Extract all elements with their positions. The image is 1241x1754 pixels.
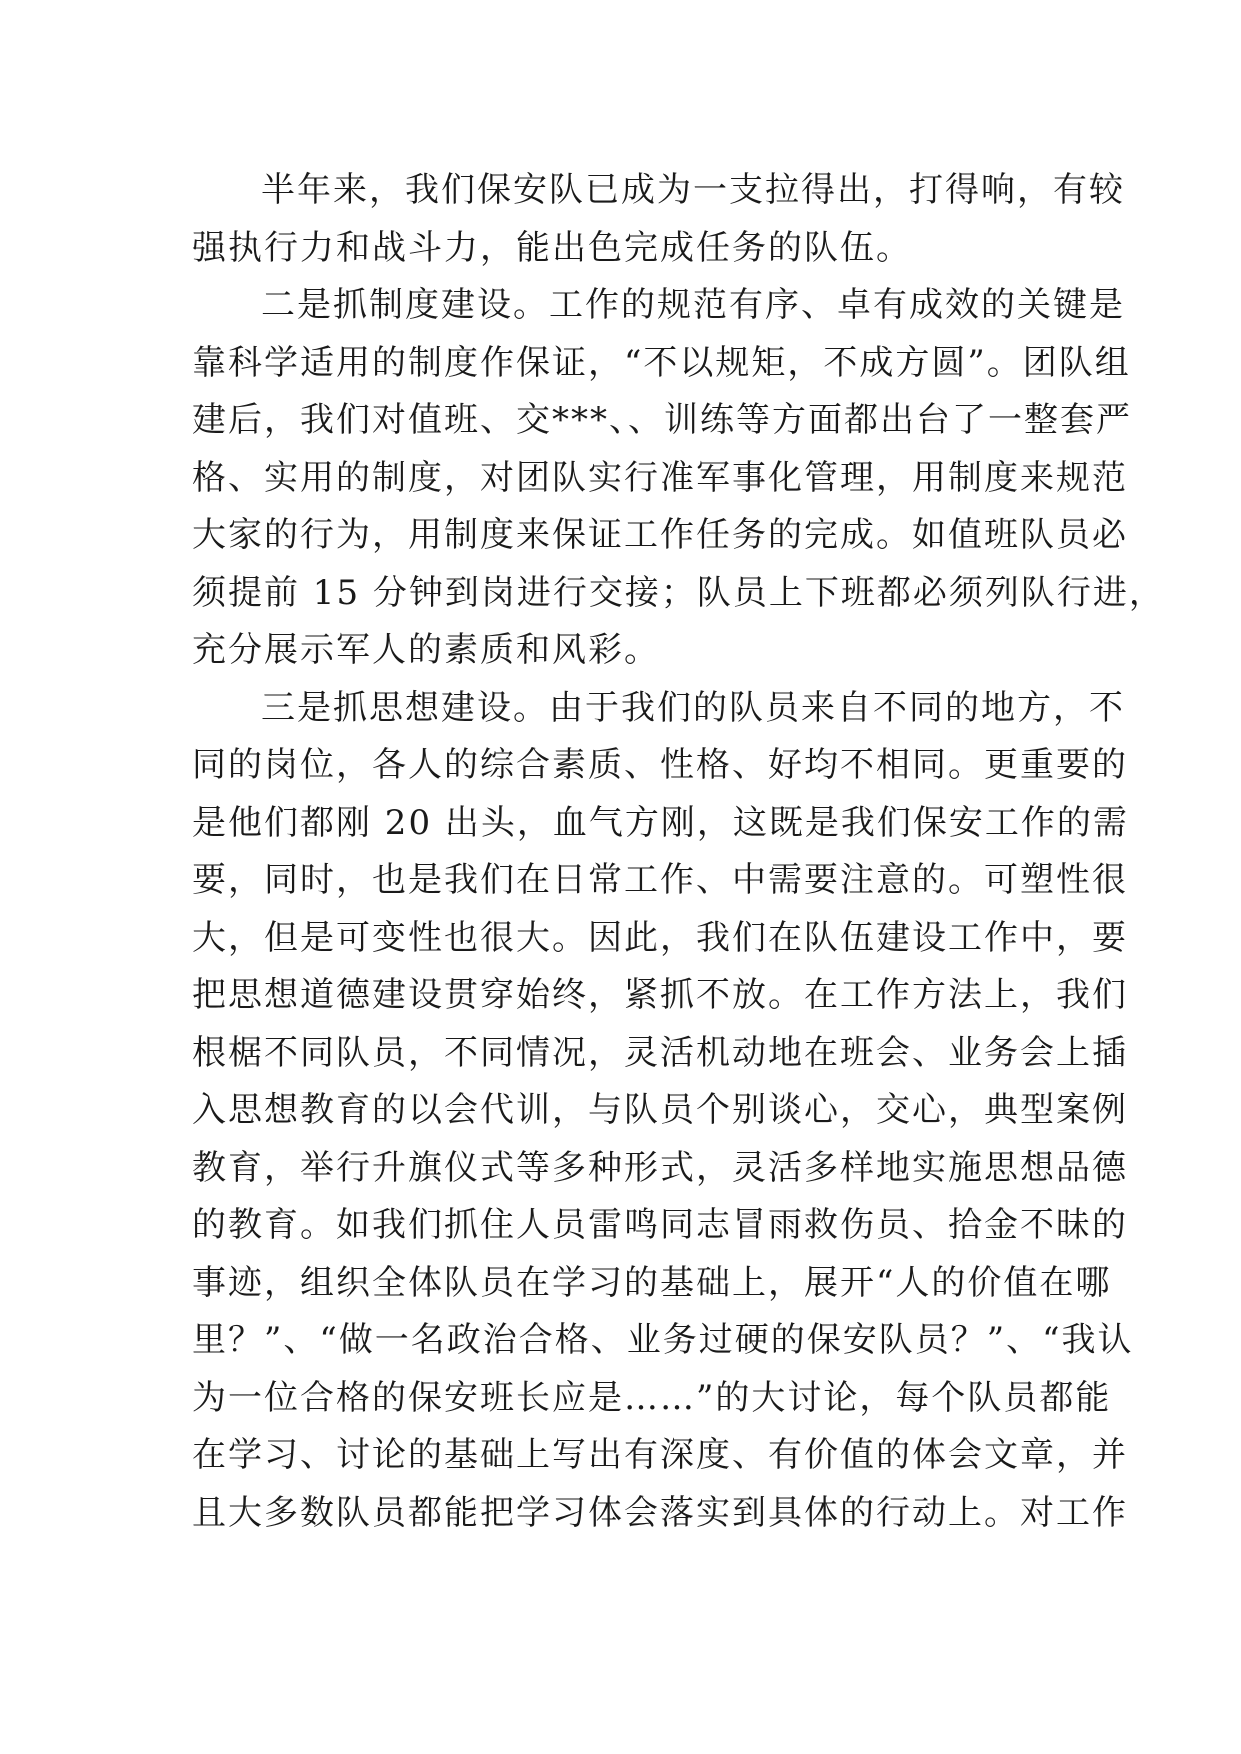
paragraph-line: 靠科学适用的制度作保证，“不以规矩，不成方圆”。团队组: [192, 342, 1131, 383]
paragraph-line: 同的岗位，各人的综合素质、性格、好均不相同。更重要的: [192, 745, 1128, 785]
paragraph-line: 且大多数队员都能把学习体会落实到具体的行动上。对工作: [192, 1492, 1128, 1533]
paragraph-line: 强执行力和战斗力，能出色完成任务的队伍。: [192, 227, 912, 268]
paragraph-line: 入思想教育的以会代训，与队员个别谈心，交心，典型案例: [192, 1090, 1128, 1130]
paragraph-line: 须提前 15 分钟到岗进行交接；队员上下班都必须列队行进，: [192, 572, 1165, 613]
document-body: [192, 162, 1165, 1542]
paragraph-line: 充分展示军人的素质和风彩。: [192, 630, 660, 670]
paragraph-line: 三是抓思想建设。由于我们的队员来自不同的地方，不: [261, 687, 1125, 728]
paragraph-line: 要，同时，也是我们在日常工作、中需要注意的。可塑性很: [192, 860, 1128, 900]
paragraph-line: 大，但是可变性也很大。因此，我们在队伍建设工作中，要: [192, 917, 1128, 958]
paragraph-line: 教育，举行升旗仪式等多种形式，灵活多样地实施思想品德: [192, 1147, 1128, 1188]
paragraph-line: 根椐不同队员，不同情况，灵活机动地在班会、业务会上插: [192, 1032, 1128, 1073]
paragraph-line: 建后，我们对值班、交***、、训练等方面都出台了一整套严: [192, 400, 1132, 440]
paragraph-line: 的教育。如我们抓住人员雷鸣同志冒雨救伤员、拾金不昧的: [192, 1205, 1128, 1245]
paragraph-line: 二是抓制度建设。工作的规范有序、卓有成效的关键是: [261, 285, 1125, 325]
paragraph-line: 半年来，我们保安队已成为一支拉得出，打得响，有较: [261, 170, 1125, 210]
paragraph-line: 在学习、讨论的基础上写出有深度、有价值的体会文章，并: [192, 1435, 1128, 1475]
paragraph-line: 把思想道德建设贯穿始终，紧抓不放。在工作方法上，我们: [192, 975, 1128, 1015]
paragraph-line: 为一位合格的保安班长应是……”的大讨论，每个队员都能: [192, 1377, 1112, 1418]
paragraph-line: 格、实用的制度，对团队实行准军事化管理，用制度来规范: [192, 457, 1128, 498]
paragraph-line: 事迹，组织全体队员在学习的基础上，展开“人的价值在哪: [192, 1262, 1112, 1303]
paragraph-line: 大家的行为，用制度来保证工作任务的完成。如值班队员必: [192, 515, 1128, 555]
paragraph-line: 是他们都刚 20 出头，血气方刚，这既是我们保安工作的需: [192, 802, 1129, 843]
paragraph-line: 里？”、“做一名政治合格、业务过硬的保安队员？”、“我认: [192, 1320, 1134, 1360]
